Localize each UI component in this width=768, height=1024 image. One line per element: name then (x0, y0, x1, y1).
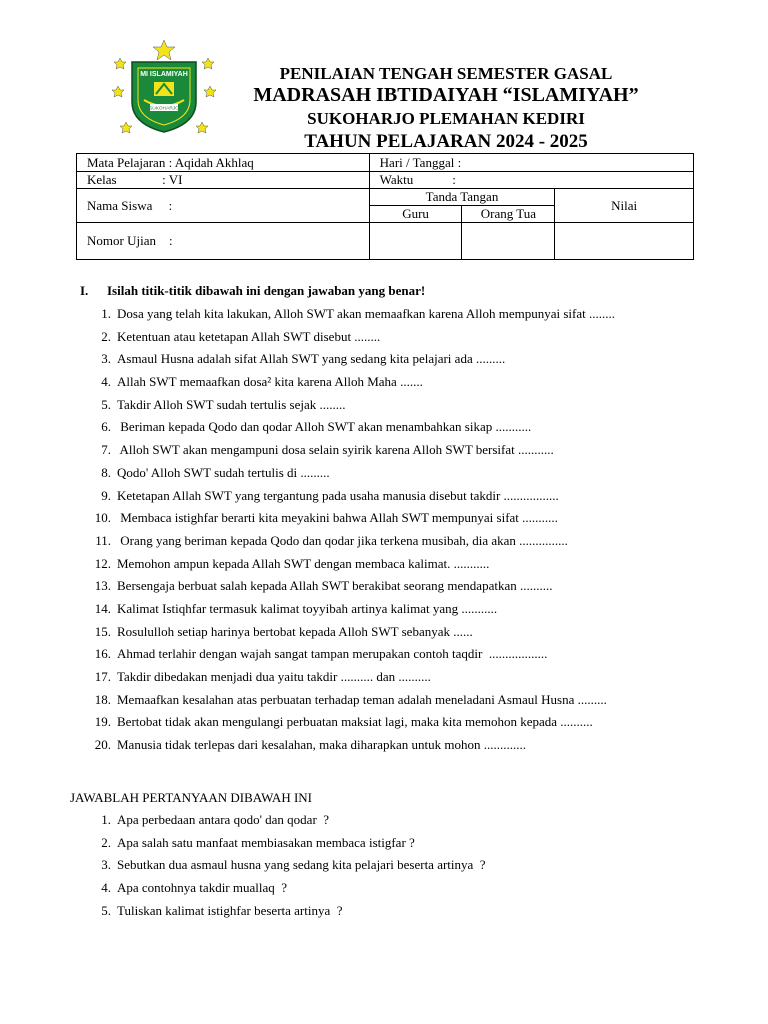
list-item: 4. Apa contohnya takdir muallaq ? (101, 880, 288, 896)
teacher-signature-box (369, 223, 462, 260)
logo-text-bottom: SUKOHARJO (149, 106, 179, 112)
exam-number-field: Nomor Ujian : (77, 223, 370, 260)
school-name: MADRASAH IBTIDAIYAH “ISLAMIYAH” (253, 84, 639, 106)
list-item: 9. Ketetapan Allah SWT yang tergantung pada usaha manusia disebut takdir ................. (101, 487, 559, 503)
parent-signature-header: Orang Tua (462, 206, 555, 223)
list-item: 10. Membaca istighfar berarti kita meyakini bahwa Allah SWT mempunyai sifat ........... (94, 510, 558, 526)
star-icon (153, 40, 175, 60)
student-info-table (76, 153, 694, 260)
list-item: 19. Bertobat tidak akan mengulangi perbuatan maksiat lagi, maka kita memohon kepada .......... (94, 714, 593, 730)
teacher-signature-header: Guru (369, 206, 462, 223)
list-item: 3. Asmaul Husna adalah sifat Allah SWT yang sedang kita pelajari ada ......... (101, 351, 506, 367)
section-2-heading: JAWABLAH PERTANYAAN DIBAWAH INI (70, 790, 312, 805)
section-number: I. (80, 283, 89, 298)
star-icon (112, 86, 124, 97)
date-field: Hari / Tanggal : (369, 154, 693, 172)
list-item: 13. Bersengaja berbuat salah kepada Allah SWT berakibat seorang mendapatkan .......... (94, 578, 553, 594)
list-item: 2. Apa salah satu manfaat membiasakan membaca istigfar ? (101, 834, 415, 850)
list-item: 1. Apa perbedaan antara qodo' dan qodar ? (101, 812, 330, 827)
score-header: Nilai (555, 189, 694, 223)
section-instruction: Isilah titik-titik dibawah ini dengan jawaban yang benar! (107, 283, 426, 298)
list-item: 17. Takdir dibedakan menjadi dua yaitu takdir .......... dan .......... (94, 669, 431, 684)
essay-questions (94, 809, 486, 922)
list-item: 4. Allah SWT memaafkan dosa² kita karena Alloh Maha ....... (101, 374, 423, 390)
student-name-field: Nama Siswa : (77, 189, 370, 223)
score-box (555, 223, 694, 260)
list-item: 7. Alloh SWT akan mengampuni dosa selain syirik karena Alloh SWT bersifat ........... (101, 442, 554, 458)
parent-signature-box (462, 223, 555, 260)
list-item: 12. Memohon ampun kepada Allah SWT dengan membaca kalimat. ........... (94, 555, 490, 571)
exam-title: PENILAIAN TENGAH SEMESTER GASAL (279, 64, 613, 83)
logo-text-top: MI ISLAMIYAH (140, 71, 188, 78)
list-item: 14. Kalimat Istiqhfar termasuk kalimat toyyibah artinya kalimat yang ........... (94, 600, 498, 616)
list-item: 6. Beriman kepada Qodo dan qodar Alloh SWT akan menambahkan sikap ........... (101, 419, 532, 435)
fill-in-questions (94, 303, 615, 757)
academic-year: TAHUN PELAJARAN 2024 - 2025 (304, 131, 588, 152)
list-item: 5. Takdir Alloh SWT sudah tertulis sejak ........ (101, 396, 346, 412)
subject-field: Mata Pelajaran : Aqidah Akhlaq (77, 154, 370, 172)
list-item: 3. Sebutkan dua asmaul husna yang sedang kita pelajari beserta artinya ? (101, 857, 486, 873)
list-item: 5. Tuliskan kalimat istighfar beserta artinya ? (101, 902, 343, 918)
list-item: 1. Dosa yang telah kita lakukan, Alloh SWT akan memaafkan karena Alloh mempunyai sifat ........ (101, 306, 615, 321)
star-icon (114, 58, 126, 69)
list-item: 11. Orang yang beriman kepada Qodo dan qodar jika terkena musibah, dia akan ............... (95, 532, 568, 548)
time-field: Waktu : (369, 172, 693, 189)
star-icon (120, 122, 132, 133)
school-address: SUKOHARJO PLEMAHAN KEDIRI (307, 109, 585, 128)
class-field: Kelas : VI (77, 172, 370, 189)
list-item: 18. Memaafkan kesalahan atas perbuatan terhadap teman adalah meneladani Asmaul Husna ......... (94, 691, 607, 707)
list-item: 2. Ketentuan atau ketetapan Allah SWT disebut ........ (101, 328, 381, 344)
list-item: 8. Qodo' Alloh SWT sudah tertulis di ......... (101, 464, 330, 480)
list-item: 16. Ahmad terlahir dengan wajah sangat tampan merupakan contoh taqdir .................. (94, 646, 548, 662)
section-1-heading (80, 283, 425, 299)
list-item: 20. Manusia tidak terlepas dari kesalahan, maka diharapkan untuk mohon ............. (94, 737, 527, 753)
list-item: 15. Rosululloh setiap harinya bertobat kepada Alloh SWT sebanyak ...... (94, 623, 473, 639)
signature-header: Tanda Tangan (369, 189, 555, 206)
